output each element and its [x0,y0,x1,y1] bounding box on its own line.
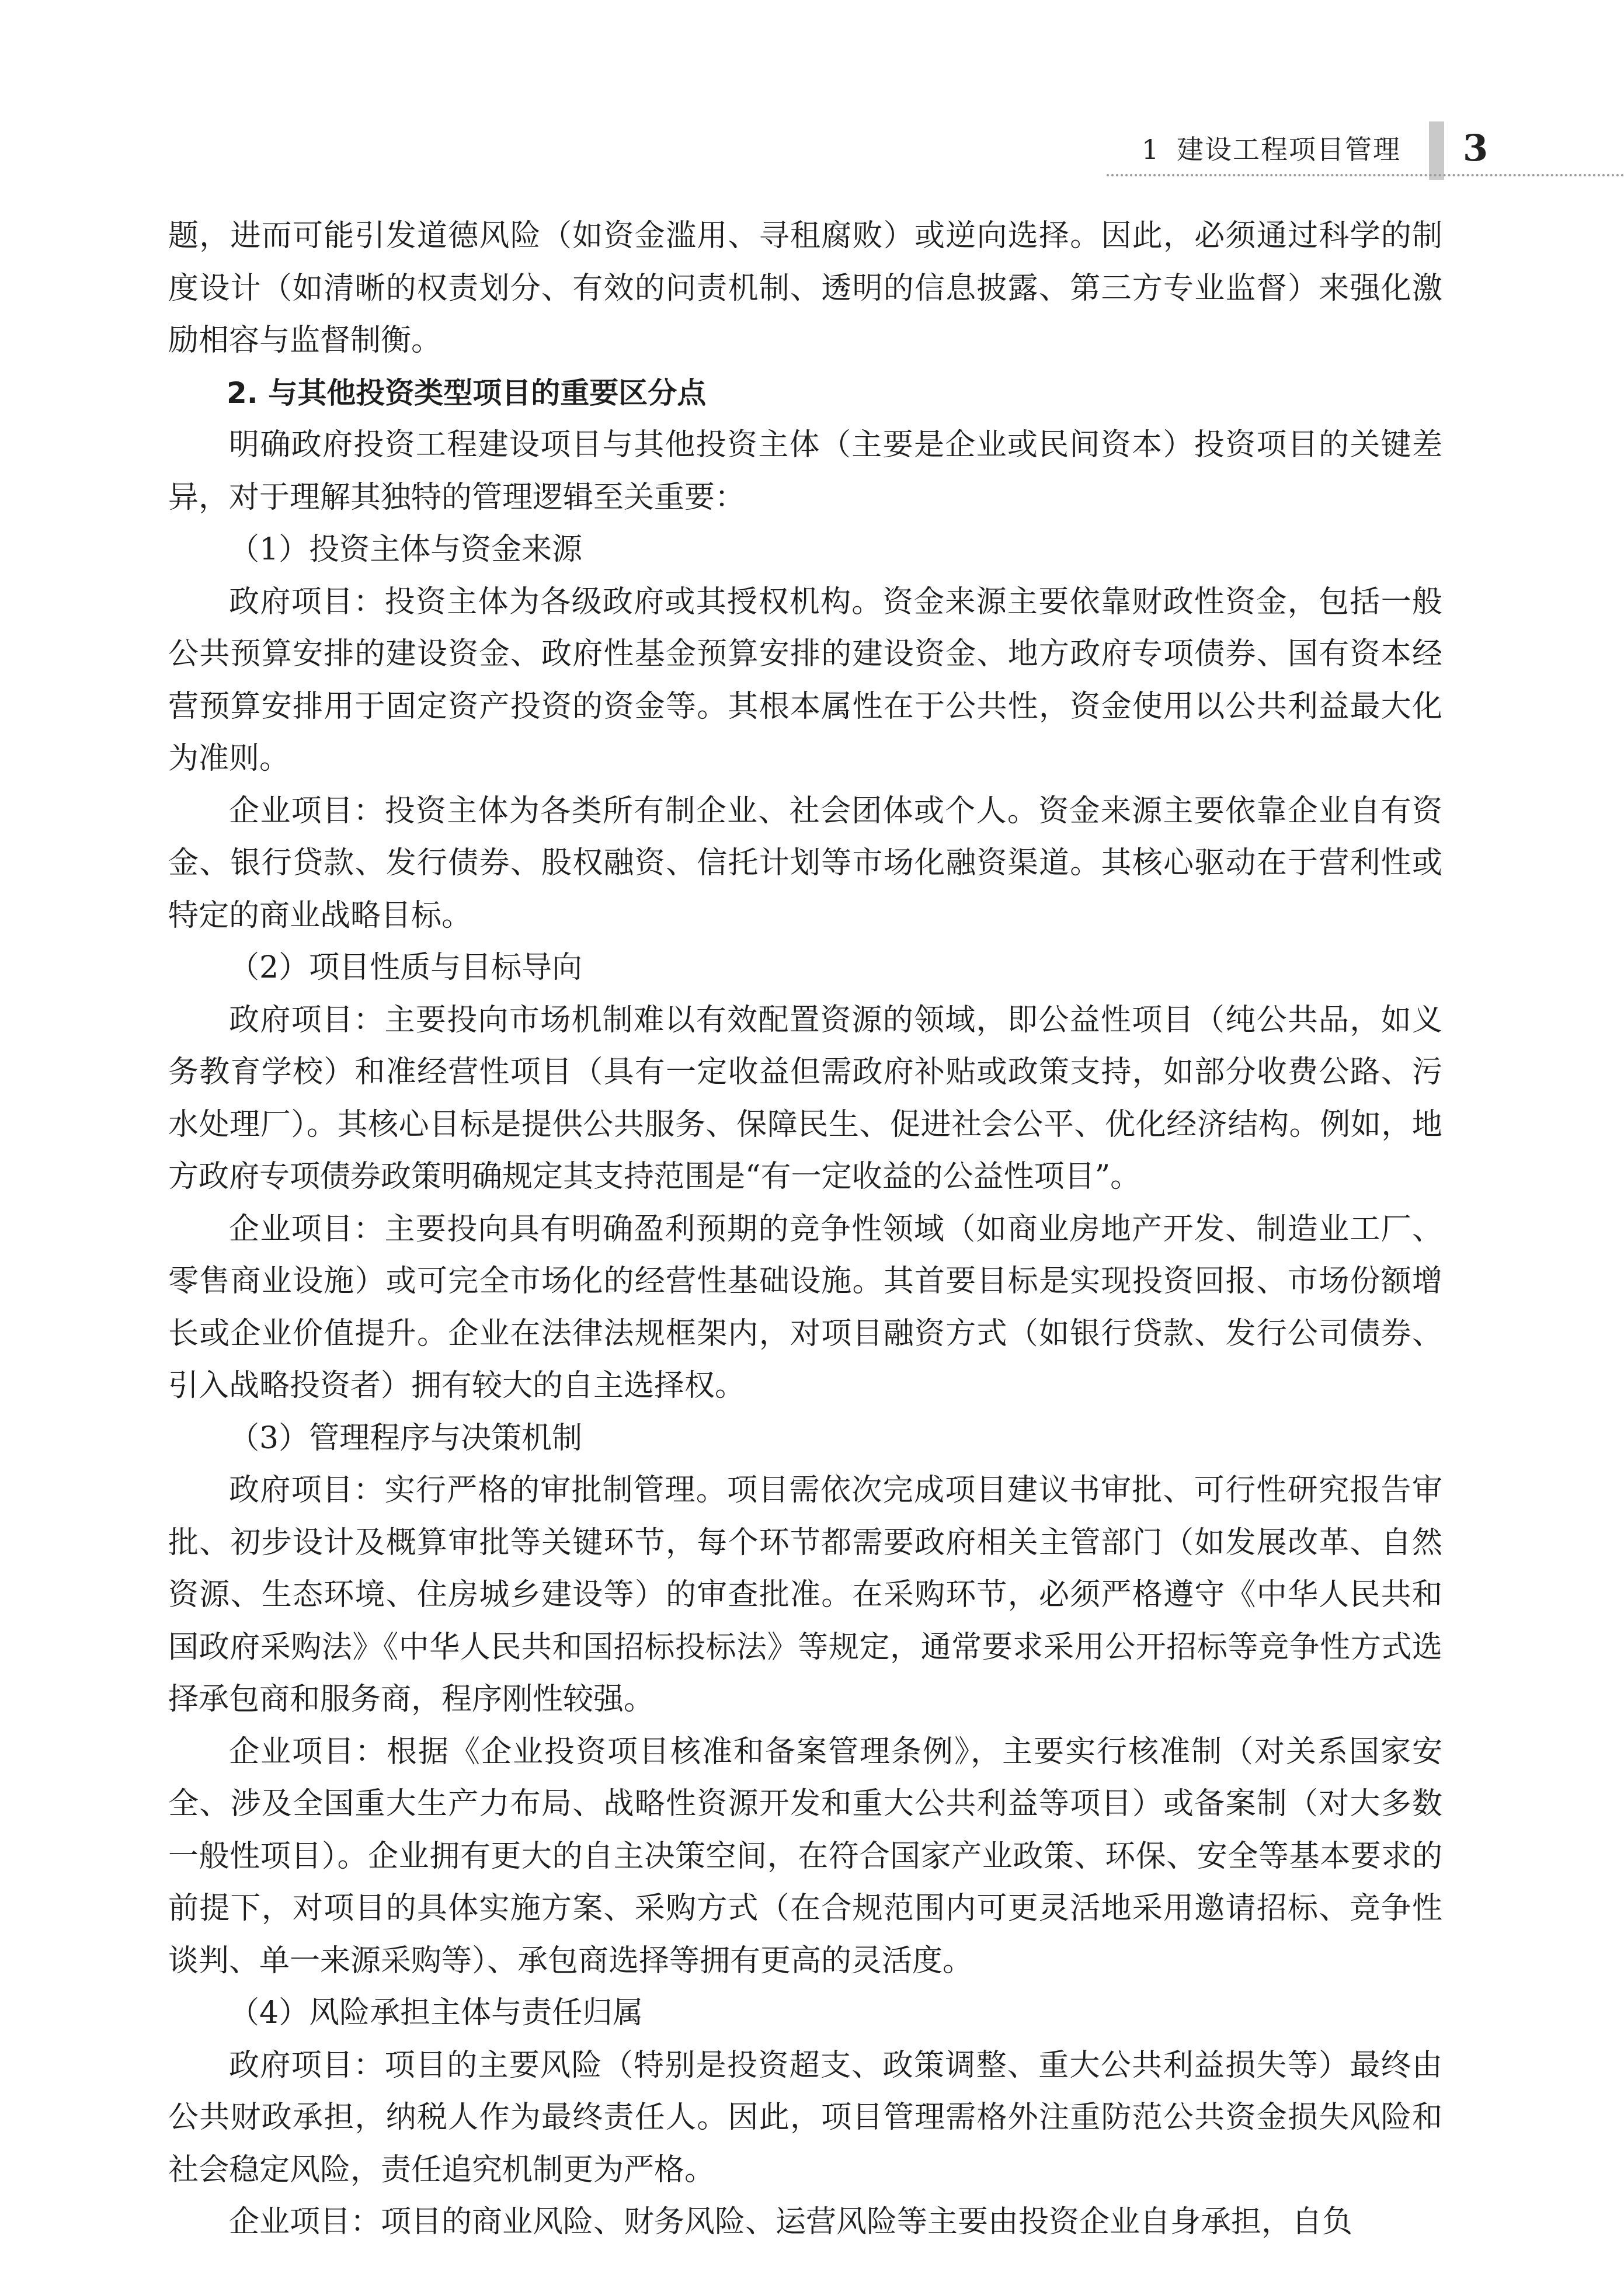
paragraph-gov-funding: 政府项目：投资主体为各级政府或其授权机构。资金来源主要依靠财政性资金，包括一般公共预算安排的建设资金、政府性基金预算安排的建设资金、地方政府专项债券、国有资本经营预算安排用于固定资产投资的资金等。其根本属性在于公共性，资金使用以公共利益最大化为准则。 [168,584,1442,776]
subheading-management-procedure: （3）管理程序与决策机制 [229,1420,583,1456]
header-dotted-rule [1107,174,1624,176]
subheading-investment-subject: （1）投资主体与资金来源 [229,532,583,567]
paragraph-gov-nature: 政府项目：主要投向市场机制难以有效配置资源的领域，即公益性项目（纯公共品，如义务教育学校）和准经营性项目（具有一定收益但需政府补贴或政策支持，如部分收费公路、污水处理厂）。其核心目标是提供公共服务、保障民生、促进社会公平、优化经济结构。例如，地方政府专项债券政策明确规定其支持范围是“有一定收益的公益性项目”。 [168,1002,1442,1194]
chapter-title: 建设工程项目管理 [1177,134,1401,165]
header-gray-bar [1429,121,1444,180]
page-number: 3 [1463,127,1489,169]
paragraph-enterprise-risk: 企业项目：项目的商业风险、财务风险、运营风险等主要由投资企业自身承担，自负 [229,2204,1353,2240]
paragraph-enterprise-procedure: 企业项目：根据《企业投资项目核准和备案管理条例》，主要实行核准制（对关系国家安全、涉及全国重大生产力布局、战略性资源开发和重大公共利益等项目）或备案制（对大多数一般性项目）。企业拥有更大的自主决策空间，在符合国家产业政策、环保、安全等基本要求的前提下，对项目的具体实施方案、采购方式（在合规范围内可更灵活地采用邀请招标、竞争性谈判、单一来源采购等）、承包商选择等拥有更高的灵活度。 [168,1734,1442,1978]
section-heading: 2. 与其他投资类型项目的重要区分点 [227,375,707,410]
paragraph-gov-procedure: 政府项目：实行严格的审批制管理。项目需依次完成项目建议书审批、可行性研究报告审批、初步设计及概算审批等关键环节，每个环节都需要政府相关主管部门（如发展改革、自然资源、生态环境、住房城乡建设等）的审查批准。在采购环节，必须严格遵守《中华人民共和国政府采购法》《中华人民共和国招标投标法》等规定，通常要求采用公开招标等竞争性方式选择承包商和服务商，程序刚性较强。 [168,1473,1442,1717]
subheading-project-nature: （2）项目性质与目标导向 [229,950,583,985]
subheading-risk-responsibility: （4）风险承担主体与责任归属 [229,1995,644,2030]
running-header [0,0,1624,187]
paragraph-continuation: 题，进而可能引发道德风险（如资金滥用、寻租腐败）或逆向选择。因此，必须通过科学的制度设计（如清晰的权责划分、有效的问责机制、透明的信息披露、第三方专业监督）来强化激励相容与监督制衡。 [168,218,1442,358]
paragraph-intro: 明确政府投资工程建设项目与其他投资主体（主要是企业或民间资本）投资项目的关键差异，对于理解其独特的管理逻辑至关重要： [168,427,1442,515]
paragraph-enterprise-nature: 企业项目：主要投向具有明确盈利预期的竞争性领域（如商业房地产开发、制造业工厂、零售商业设施）或可完全市场化的经营性基础设施。其首要目标是实现投资回报、市场份额增长或企业价值提升。企业在法律法规框架内，对项目融资方式（如银行贷款、发行公司债券、引入战略投资者）拥有较大的自主选择权。 [168,1211,1442,1403]
body-text [168,210,1442,2249]
paragraph-gov-risk: 政府项目：项目的主要风险（特别是投资超支、政策调整、重大公共利益损失等）最终由公共财政承担，纳税人作为最终责任人。因此，项目管理需格外注重防范公共资金损失风险和社会稳定风险，责任追究机制更为严格。 [168,2047,1442,2188]
paragraph-enterprise-funding: 企业项目：投资主体为各类所有制企业、社会团体或个人。资金来源主要依靠企业自有资金、银行贷款、发行债券、股权融资、信托计划等市场化融资渠道。其核心驱动在于营利性或特定的商业战略目标。 [168,793,1442,933]
chapter-number: 1 [1142,134,1159,165]
